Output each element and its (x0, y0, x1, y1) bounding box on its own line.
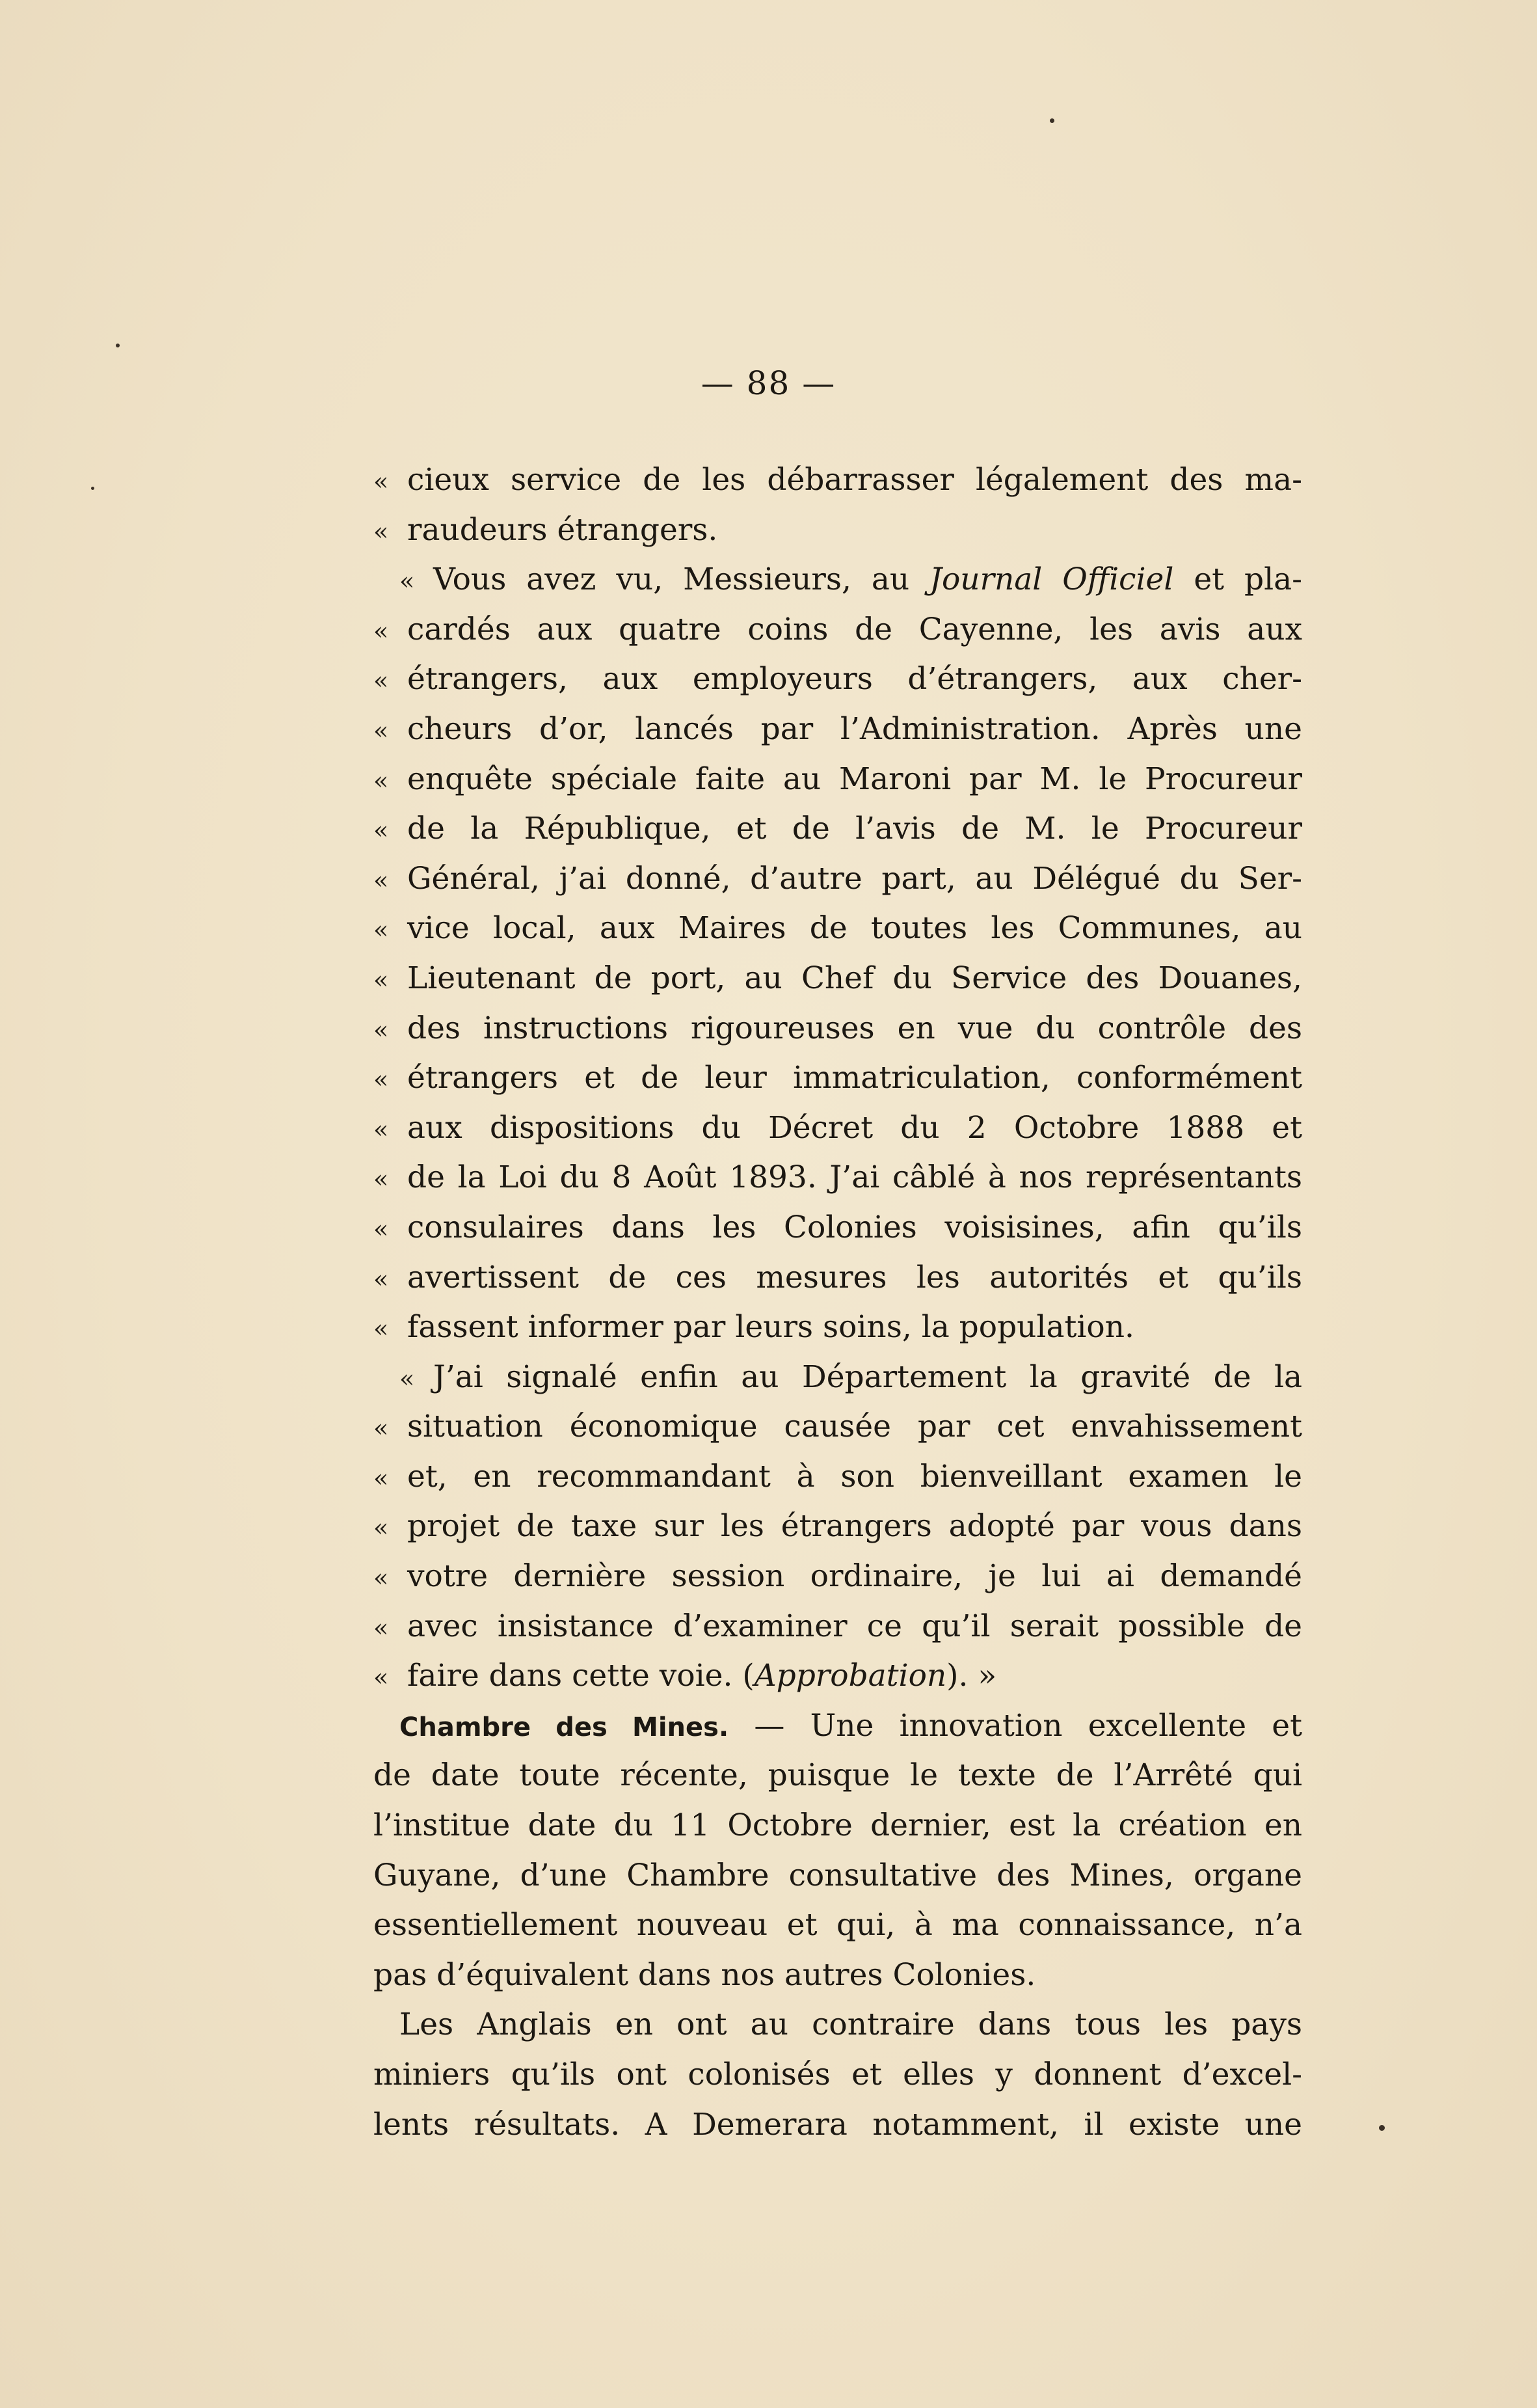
quote-mark: « (373, 1214, 389, 1243)
text-line: Chambre des Mines. — Une innovation excellente et (399, 1707, 1302, 1744)
text-line: « de la République, et de l’avis de M. le Procureur (373, 804, 1302, 854)
page-number: — 88 — (701, 364, 836, 402)
text-line: « et, en recommandant à son bienveillant examen le (373, 1452, 1302, 1502)
text-line: « Vous avez vu, Messieurs, au Journal Officiel et pla- (373, 555, 1302, 605)
quote-mark: « (373, 766, 389, 795)
quote-mark: « (373, 1663, 389, 1692)
text-line: miniers qu’ils ont colonisés et elles y donnent d’excel- (373, 2057, 1302, 2092)
text-line: « étrangers, aux employeurs d’étrangers, aux cher- (373, 655, 1302, 705)
text-line: essentiellement nouveau et qui, à ma connaissance, n’a (373, 1907, 1302, 1943)
quote-mark: « (373, 517, 389, 546)
quote-mark: « (373, 716, 389, 745)
text-line: « cieux service de les débarrasser légalement des ma- (373, 455, 1302, 506)
body-text (373, 455, 1302, 2150)
text-line: « avec insistance d’examiner ce qu’il serait possible de (373, 1602, 1302, 1652)
text-line: « consulaires dans les Colonies voisisines, afin qu’ils (373, 1203, 1302, 1253)
paper-speck (1050, 118, 1054, 123)
text-line: « enquête spéciale faite au Maroni par M. le Procureur (373, 755, 1302, 805)
quote-mark: « (373, 816, 389, 845)
quote-mark: « (373, 1264, 389, 1293)
quote-mark: « (373, 1513, 389, 1543)
text-line: « des instructions rigoureuses en vue du contrôle des (373, 1004, 1302, 1054)
quote-mark: « (373, 1463, 389, 1493)
quote-mark: « (373, 1115, 389, 1144)
quote-mark: « (399, 1364, 415, 1393)
text-line: « situation économique causée par cet envahissement (373, 1402, 1302, 1452)
text-line: de date toute récente, puisque le texte de l’Arrêté qui (373, 1757, 1302, 1794)
text-line: Les Anglais en ont au contraire dans tous les pays (399, 2007, 1302, 2043)
paper-speck (91, 487, 94, 490)
paper-speck (1379, 2125, 1385, 2131)
quote-mark: « (399, 567, 415, 596)
text-line: « de la Loi du 8 Août 1893. J’ai câblé à nos représentants (373, 1153, 1302, 1203)
text-line: l’institue date du 11 Octobre dernier, est la création en (373, 1807, 1302, 1844)
text-line: lents résultats. A Demerara notamment, il existe une (373, 2106, 1302, 2143)
quote-mark: « (373, 1414, 389, 1443)
text-line: « projet de taxe sur les étrangers adopté par vous dans (373, 1502, 1302, 1552)
text-line: « fassent informer par leurs soins, la population. (373, 1303, 1302, 1353)
text-line: « vice local, aux Maires de toutes les Communes, au (373, 904, 1302, 954)
text-line: « aux dispositions du Décret du 2 Octobre 1888 et (373, 1103, 1302, 1154)
text-line: « cardés aux quatre coins de Cayenne, les avis aux (373, 605, 1302, 655)
text-line: « Lieutenant de port, au Chef du Service des Douanes, (373, 954, 1302, 1004)
quote-mark: « (373, 1165, 389, 1194)
text-line: « cheurs d’or, lancés par l’Administration. Après une (373, 705, 1302, 755)
quote-mark: « (373, 616, 389, 645)
quote-mark: « (373, 1015, 389, 1044)
text-line: « Général, j’ai donné, d’autre part, au Délégué du Ser- (373, 854, 1302, 904)
section-heading: Chambre des Mines. (399, 1712, 729, 1742)
text-line: pas d’équivalent dans nos autres Colonies. (373, 1956, 1036, 1993)
quote-mark: « (373, 1314, 389, 1344)
quote-mark: « (373, 1613, 389, 1642)
text-line: « votre dernière session ordinaire, je lui ai demandé (373, 1552, 1302, 1602)
text-line: Guyane, d’une Chambre consultative des Mines, organe (373, 1857, 1302, 1893)
text-line: « J’ai signalé enfin au Département la gravité de la (373, 1353, 1302, 1403)
quote-mark: « (373, 666, 389, 696)
quote-mark: « (373, 1065, 389, 1094)
text-line: « avertissent de ces mesures les autorités et qu’ils (373, 1253, 1302, 1303)
journal-title: Journal Officiel (929, 561, 1174, 598)
quote-mark: « (373, 467, 389, 496)
text-line: « raudeurs étrangers. (373, 506, 1302, 556)
text-line: « étrangers et de leur immatriculation, conformément (373, 1053, 1302, 1103)
quote-mark: « (373, 965, 389, 994)
text-line: « faire dans cette voie. (Approbation). » (373, 1651, 1302, 1701)
approbation-note: Approbation (754, 1658, 947, 1694)
quote-mark: « (373, 865, 389, 895)
quote-mark: « (373, 915, 389, 945)
quote-mark: « (373, 1563, 389, 1593)
paper-speck (116, 344, 120, 347)
